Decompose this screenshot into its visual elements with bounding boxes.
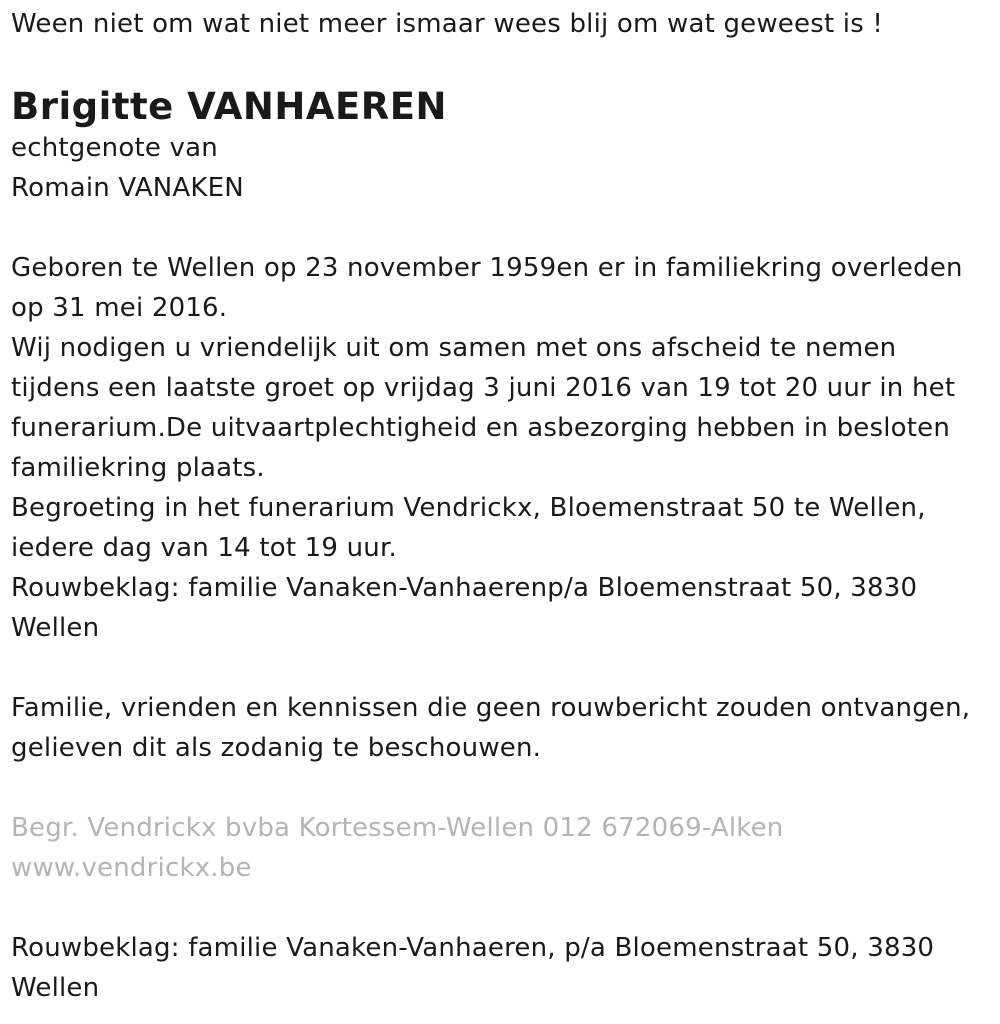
- body-line: funerarium.De uitvaartplechtigheid en asbezorging hebben in besloten: [11, 413, 951, 443]
- spacer: [11, 208, 986, 248]
- body-line: tijdens een laatste groet op vrijdag 3 juni 2016 van 19 tot 20 uur in het: [11, 373, 956, 403]
- body-line: Begroeting in het funerarium Vendrickx, Bloemenstraat 50 te Wellen,: [11, 493, 926, 523]
- condolence-line: Rouwbeklag: familie Vanaken-Vanhaeren, p/a Bloemenstraat 50, 3830: [11, 933, 935, 963]
- undertaker-line: Begr. Vendrickx bvba Kortessem-Wellen 012 672069-Alken: [11, 813, 784, 843]
- body-line: Wij nodigen u vriendelijk uit om samen met ons afscheid te nemen: [11, 333, 897, 363]
- body-line: Rouwbeklag: familie Vanaken-Vanhaerenp/a Bloemenstraat 50, 3830: [11, 573, 918, 603]
- body-line: Wellen: [11, 613, 100, 643]
- relation-label: echtgenote van: [11, 133, 218, 163]
- body-line: op 31 mei 2016.: [11, 293, 228, 323]
- body-line: Geboren te Wellen op 23 november 1959en er in familiekring overleden: [11, 253, 963, 283]
- spouse-name: Romain VANAKEN: [11, 173, 244, 203]
- condolence-line: Wellen: [11, 973, 100, 1003]
- condolence-address: [11, 928, 986, 1008]
- closing-line: Familie, vrienden en kennissen die geen rouwbericht zouden ontvangen,: [11, 693, 971, 723]
- spacer: [11, 888, 986, 928]
- notice-body: [11, 248, 986, 648]
- body-line: familiekring plaats.: [11, 453, 265, 483]
- memorial-quote: Ween niet om wat niet meer ismaar wees blij om wat geweest is !: [11, 9, 884, 39]
- body-line: iedere dag van 14 tot 19 uur.: [11, 533, 397, 563]
- closing-line: gelieven dit als zodanig te beschouwen.: [11, 733, 542, 763]
- spacer: [11, 768, 986, 808]
- obituary-notice: [11, 0, 986, 1008]
- undertaker-website: www.vendrickx.be: [11, 853, 252, 883]
- undertaker-info: [11, 808, 986, 888]
- closing-note: [11, 688, 986, 768]
- spacer: [11, 648, 986, 688]
- deceased-name: Brigitte VANHAEREN: [11, 85, 447, 128]
